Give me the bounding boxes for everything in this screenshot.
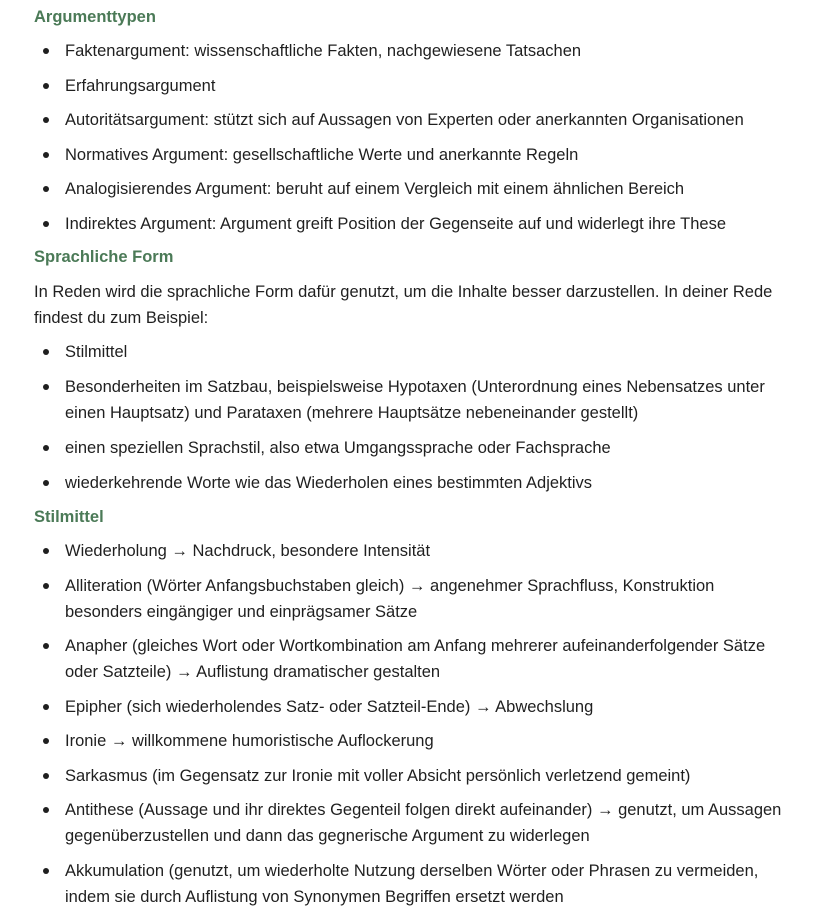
list-item: Normatives Argument: gesellschaftliche Werte und anerkannte Regeln — [34, 142, 794, 168]
list-item: Antithese (Aussage und ihr direktes Gegenteil folgen direkt aufeinander) → genutzt, um Aussagen gegenüberzustellen und dann das gegnerische Argument zu widerlegen — [34, 797, 794, 849]
list-item: Autoritätsargument: stützt sich auf Aussagen von Experten oder anerkannten Organisationen — [34, 107, 794, 133]
list-item: Alliteration (Wörter Anfangsbuchstaben gleich) → angenehmer Sprachfluss, Konstruktion besonders eingängiger und einprägsamer Sätze — [34, 573, 794, 625]
list-item: Faktenargument: wissenschaftliche Fakten, nachgewiesene Tatsachen — [34, 38, 794, 64]
section-heading: Argumenttypen — [34, 8, 156, 26]
list-item: Wiederholung → Nachdruck, besondere Intensität — [34, 538, 794, 564]
list-item: Ironie → willkommene humoristische Auflockerung — [34, 728, 794, 754]
bullet-list — [34, 339, 794, 496]
section-argumenttypen — [34, 4, 794, 237]
section-heading: Stilmittel — [34, 508, 104, 526]
bullet-list — [34, 538, 794, 910]
list-item: Indirektes Argument: Argument greift Position der Gegenseite auf und widerlegt ihre These — [34, 211, 794, 237]
list-item: Analogisierendes Argument: beruht auf einem Vergleich mit einem ähnlichen Bereich — [34, 176, 794, 202]
list-item: wiederkehrende Worte wie das Wiederholen eines bestimmten Adjektivs — [34, 470, 794, 496]
section-stilmittel — [34, 504, 794, 910]
section-paragraph: In Reden wird die sprachliche Form dafür genutzt, um die Inhalte besser darzustellen. In deiner Rede findest du zum Beispiel: — [34, 283, 773, 327]
list-item: Stilmittel — [34, 339, 794, 365]
list-item: Besonderheiten im Satzbau, beispielsweise Hypotaxen (Unterordnung eines Nebensatzes unter einen Hauptsatz) und Parataxen (mehrere Hauptsätze nebeneinander gestellt) — [34, 374, 794, 426]
list-item: einen speziellen Sprachstil, also etwa Umgangssprache oder Fachsprache — [34, 435, 794, 461]
list-item: Epipher (sich wiederholendes Satz- oder Satzteil-Ende) → Abwechslung — [34, 694, 794, 720]
list-item: Anapher (gleiches Wort oder Wortkombination am Anfang mehrerer aufeinanderfolgender Sätze oder Satzteile) → Auflistung dramatischer gestalten — [34, 633, 794, 685]
section-sprachliche-form — [34, 244, 794, 496]
section-heading: Sprachliche Form — [34, 248, 174, 266]
list-item: Erfahrungsargument — [34, 73, 794, 99]
bullet-list — [34, 38, 794, 237]
list-item: Sarkasmus (im Gegensatz zur Ironie mit voller Absicht persönlich verletzend gemeint) — [34, 763, 794, 789]
list-item: Akkumulation (genutzt, um wiederholte Nutzung derselben Wörter oder Phrasen zu vermeiden, indem sie durch Auflistung von Synonymen Begriffen ersetzt werden — [34, 858, 794, 910]
